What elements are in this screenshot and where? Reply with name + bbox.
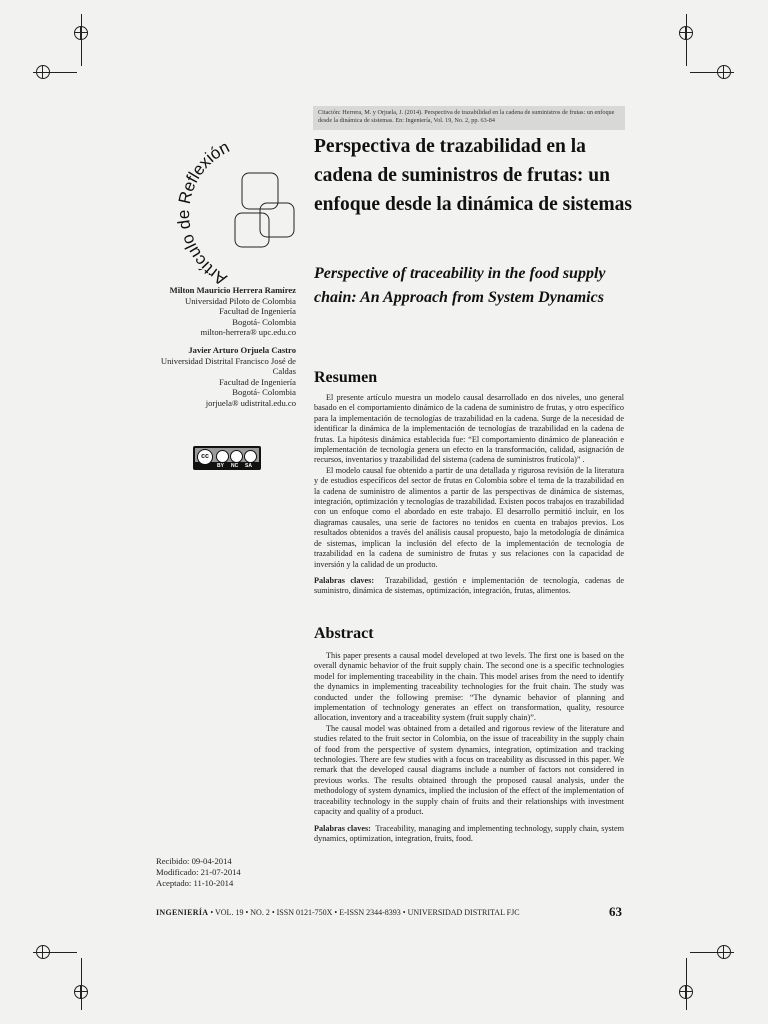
article-title-es: Perspectiva de trazabilidad en la cadena de suministros de frutas: un enfoque desde la dinámica de sistemas (314, 136, 632, 215)
author-faculty: Facultad de Ingeniería (219, 306, 296, 317)
author-name: Javier Arturo Orjuela Castro (188, 344, 296, 355)
author-faculty: Facultad de Ingeniería (219, 376, 296, 387)
authors-block (150, 285, 296, 409)
resumen-heading: Resumen (314, 369, 378, 386)
author-affiliation: Universidad Piloto de Colombia (185, 295, 296, 306)
footer-issn: ISSN 0121-750X (276, 908, 333, 917)
abstract-keywords (314, 824, 624, 845)
author-affiliation: Universidad Distrital Francisco José de Caldas (160, 355, 296, 377)
footer-university: UNIVERSIDAD DISTRITAL FJC (407, 908, 520, 917)
by-icon (216, 450, 229, 463)
footer-number: NO. 2 (250, 908, 270, 917)
cc-icon: cc (197, 449, 213, 465)
section-badge (160, 128, 305, 288)
author-city: Bogotá- Colombia (232, 316, 296, 327)
sa-icon (244, 450, 257, 463)
badge-square-3 (260, 203, 294, 237)
license-sa-label: SA (245, 463, 252, 469)
section-badge-label: Artículo de Reflexión (174, 137, 233, 288)
article-dates (156, 856, 241, 889)
resumen-body (314, 393, 624, 597)
page-footer: INGENIERÍA • VOL. 19 • NO. 2 • ISSN 0121-750X • E-ISSN 2344-8393 • UNIVERSIDAD DISTRITAL FJC (156, 908, 520, 917)
modified-date: Modificado: 21-07-2014 (156, 867, 241, 877)
nc-icon (230, 450, 243, 463)
keywords-text: Trazabilidad, gestión e implementación de tecnología, cadenas de suministro, dinámica de sistemas, optimización, integración, frutas, alimentos. (314, 575, 624, 596)
keywords-text: Traceability, managing and implementing technology, supply chain, system dynamics, optimization, integration, fruits, food. (314, 823, 624, 843)
received-date: Recibido: 09-04-2014 (156, 856, 232, 866)
abstract-paragraph: The causal model was obtained from a detailed and rigorous review of the literature and studies related to the fruit sector in Colombia, on the issue of traceability in the supply chain of food from the perspective of system dynamics, integration, optimization and tracking technologies. There are few studies with a focus on traceability as discussed in this paper. We remark that the developed causal diagrams include a number of factors not considered in previous works. The results obtained through the proposed causal analysis, under the methodology of system dynamics, implied the inclusion of the effect of the implementation of traceability technology in the supply chain of fruits and their relationships with investment capacity and quality of a product. (314, 723, 624, 817)
footer-volume: VOL. 19 (215, 908, 244, 917)
keywords-label: Palabras claves: (314, 823, 371, 833)
resumen-paragraph: El modelo causal fue obtenido a partir de una detallada y rigurosa revisión de la literatura y de estudios específicos del sector de frutas en Colombia sobre el tema de la trazabilidad en la cadena de suministro de alimentos a partir de las perspectivas de dinámica de sistemas, integración, optimización y tecnologías de trazabilidad. Existen pocos trabajos en trazabilidad con un enfoque como el abordado en este trabajo. El desarrollo permitió incluir, en los diagramas causales, una serie de factores no tenidos en cuenta en trabajos previos. Los resultados obtenidos a través del análisis causal propuesto, bajo la metodología de dinámica de sistemas, implican la inclusión del efecto de la implementación de tecnología de trazabilidad en la cadena de suministro de frutas y sus relaciones con la capacidad de inversión y la calidad de un producto. (314, 465, 624, 569)
resumen-keywords (314, 576, 624, 597)
author-city: Bogotá- Colombia (232, 387, 296, 398)
author-email: milton-herrera® upc.edu.co (200, 327, 296, 338)
license-nc-label: NC (231, 463, 239, 469)
author-email: jorjuela® udistrital.edu.co (205, 397, 296, 408)
page-number: 63 (609, 904, 622, 919)
badge-square-2 (235, 213, 269, 247)
footer-journal: INGENIERÍA (156, 908, 209, 917)
cc-license-badge (193, 446, 261, 470)
citation-box: Citación: Herrera, M. y Orjuela, J. (2014). Perspectiva de trazabilidad en la cadena de suministros de frutas: un enfoque desde la dinámica de sistemas. En: Ingeniería, Vol. 19, No. 2, pp. 63-84 (313, 106, 625, 130)
license-by-label: BY (217, 463, 224, 469)
accepted-date: Aceptado: 11-10-2014 (156, 878, 234, 888)
abstract-paragraph: This paper presents a causal model developed at two levels. The first one is based on the overall dynamic behavior of the fruit supply chain. The second one is a specific technologies model for implementing traceability in the chain. This model arises from the need to identify the dynamics in implementing traceability technologies for the fruit chain. The study was conducted under the following premise: “The dynamic behavior of planning and implementation of technology generates an effect on transformation, quality, resource allocation, inventory and a traceability system (fruit supply chain)”. (314, 651, 624, 723)
resumen-paragraph: El presente artículo muestra un modelo causal desarrollado en dos niveles, uno general basado en el comportamiento dinámico de la cadena de suministro de frutas, y otro específico para la implementación de tecnologías de trazabilidad en la cadena. Surge de la necesidad de identificar la dinámica de la implementación de tecnologías de trazabilidad en la cadena de frutas. La hipótesis dinámica establecida fue: “El comportamiento dinámico de planeación e implementación de tecnología genera un efecto en la transformación, calidad, asignación de recursos, inventarios y trazabilidad del sistema (cadena de suministros frutícola)” . (314, 393, 624, 465)
article-title-en: Perspective of traceability in the food supply chain: An Approach from System Dynamics (314, 265, 606, 306)
footer-eissn: E-ISSN 2344-8393 (339, 908, 401, 917)
author-name: Milton Mauricio Herrera Ramírez (169, 285, 296, 295)
abstract-heading: Abstract (314, 625, 374, 642)
badge-square-1 (242, 173, 278, 209)
keywords-label: Palabras claves: (314, 575, 375, 585)
abstract-body (314, 651, 624, 844)
